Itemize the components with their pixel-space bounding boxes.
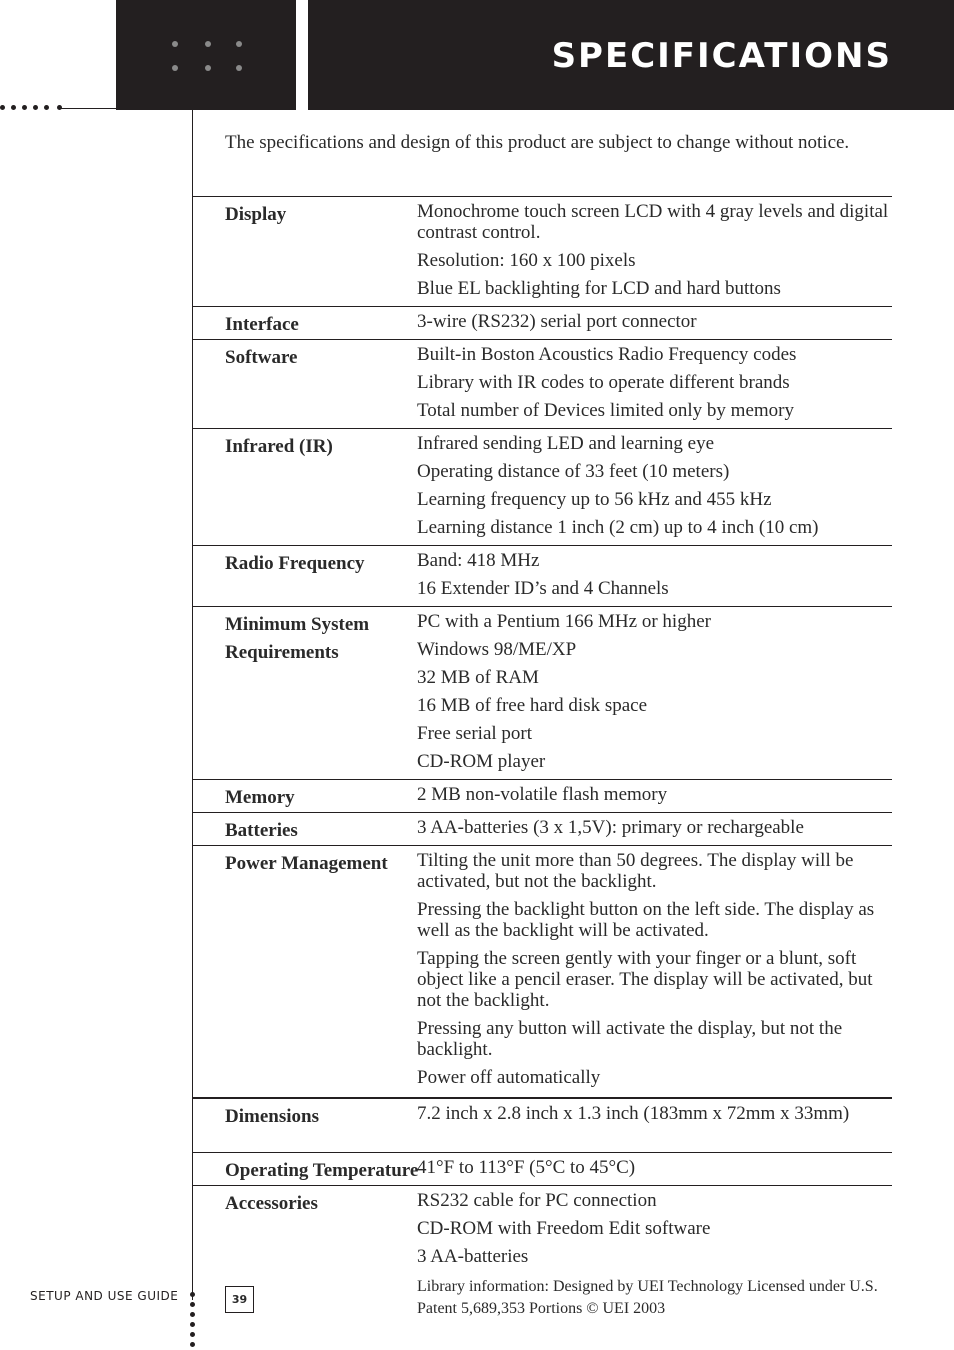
- spec-value: 3 AA-batteries: [417, 1246, 529, 1267]
- spec-value: Resolution: 160 x 100 pixels: [417, 250, 636, 271]
- spec-value: PC with a Pentium 166 MHz or higher: [417, 611, 711, 632]
- spec-values: [417, 1190, 895, 1274]
- spec-row: [193, 606, 892, 772]
- spec-value: Power off automatically: [417, 1067, 601, 1088]
- spec-label: [225, 817, 298, 845]
- spec-values: [417, 344, 895, 428]
- spec-label: [225, 433, 333, 461]
- spec-value: Learning frequency up to 56 kHz and 455 kHz: [417, 489, 772, 510]
- spec-label-line: Power Management: [225, 853, 388, 874]
- spec-label: [225, 201, 286, 229]
- spec-value: 3-wire (RS232) serial port connector: [417, 311, 697, 332]
- spec-values: [417, 850, 895, 1095]
- intro-text: The specifications and design of this product are subject to change without notice.: [225, 132, 850, 153]
- spec-label-line: Infrared (IR): [225, 436, 333, 457]
- spec-label-line: Minimum System: [225, 614, 370, 635]
- spec-value: Band: 418 MHz: [417, 550, 540, 571]
- spec-values: [417, 1103, 895, 1131]
- spec-row: [193, 428, 892, 538]
- spec-label: [225, 550, 365, 578]
- spec-value: Pressing any button will activate the display, but not the backlight.: [417, 1018, 843, 1060]
- spec-value: Infrared sending LED and learning eye: [417, 433, 715, 454]
- spec-value: 32 MB of RAM: [417, 667, 539, 688]
- spec-label-line: Batteries: [225, 820, 298, 841]
- vertical-rule: [192, 110, 193, 1300]
- spec-row: [193, 779, 892, 808]
- spec-label-line: Radio Frequency: [225, 553, 365, 574]
- guide-label: SETUP AND USE GUIDE: [30, 1289, 179, 1303]
- spec-values: [417, 433, 895, 545]
- library-note: Library information: Designed by UEI Technology Licensed under U.S. Patent 5,689,353 Portions © UEI 2003: [417, 1278, 878, 1317]
- spec-values: [417, 311, 895, 339]
- spec-value: Monochrome touch screen LCD with 4 gray levels and digital contrast control.: [417, 201, 889, 243]
- spec-label-line: Dimensions: [225, 1106, 319, 1127]
- spec-label: [225, 1103, 319, 1131]
- spec-values: [417, 1157, 895, 1185]
- spec-values: [417, 201, 895, 306]
- spec-label-line: Requirements: [225, 642, 339, 663]
- spec-value: 16 MB of free hard disk space: [417, 695, 648, 716]
- spec-value: Operating distance of 33 feet (10 meters): [417, 461, 730, 482]
- header-rule: [60, 108, 116, 109]
- spec-value: Library with IR codes to operate different brands: [417, 372, 790, 393]
- spec-label-line: Memory: [225, 787, 295, 808]
- spec-value: Pressing the backlight button on the left side. The display as well as the backlight will be activated.: [417, 899, 875, 941]
- spec-value: 3 AA-batteries (3 x 1,5V): primary or rechargeable: [417, 817, 804, 838]
- spec-row: [193, 1152, 892, 1181]
- spec-row: [193, 1185, 892, 1267]
- header-dot-grid: [172, 41, 248, 73]
- spec-label: [225, 611, 369, 667]
- spec-value: Tilting the unit more than 50 degrees. The display will be activated, but not the backlight.: [417, 850, 854, 892]
- spec-label-line: Software: [225, 347, 298, 368]
- spec-label: [225, 344, 297, 372]
- spec-value: Tapping the screen gently with your finger or a blunt, soft object like a pencil eraser. The display will be activated, but not the backlight.: [417, 948, 873, 1011]
- spec-label: [225, 850, 388, 878]
- spec-value: Windows 98/ME/XP: [417, 639, 577, 660]
- spec-value: Built-in Boston Acoustics Radio Frequency codes: [417, 344, 797, 365]
- spec-values: [417, 817, 895, 845]
- spec-value: Learning distance 1 inch (2 cm) up to 4 inch (10 cm): [417, 517, 819, 538]
- spec-value: 2 MB non-volatile flash memory: [417, 784, 668, 805]
- spec-row: [193, 812, 892, 841]
- spec-label: [225, 784, 295, 812]
- spec-label-line: Accessories: [225, 1193, 318, 1214]
- spec-label-line: Operating Temperature: [225, 1160, 419, 1181]
- spec-row: [193, 196, 892, 299]
- spec-label: [225, 311, 299, 339]
- spec-row: [193, 845, 892, 1088]
- spec-row: [193, 1097, 892, 1127]
- spec-value: Blue EL backlighting for LCD and hard buttons: [417, 278, 781, 299]
- spec-value: 16 Extender ID’s and 4 Channels: [417, 578, 669, 599]
- page-title: SPECIFICATIONS: [551, 36, 892, 76]
- spec-value: Total number of Devices limited only by memory: [417, 400, 795, 421]
- spec-values: [417, 611, 895, 779]
- spec-value: 41°F to 113°F (5°C to 45°C): [417, 1157, 636, 1178]
- spec-value: 7.2 inch x 2.8 inch x 1.3 inch (183mm x 72mm x 33mm): [417, 1103, 850, 1124]
- spec-row: [193, 545, 892, 599]
- spec-label: [225, 1190, 318, 1218]
- spec-values: [417, 784, 895, 812]
- spec-values: [417, 550, 895, 606]
- spec-value: RS232 cable for PC connection: [417, 1190, 657, 1211]
- page-number: 39: [225, 1286, 254, 1313]
- spec-label-line: Display: [225, 204, 287, 225]
- spec-row: [193, 306, 892, 335]
- spec-row: [193, 339, 892, 421]
- spec-value: CD-ROM player: [417, 751, 546, 772]
- spec-label-line: Interface: [225, 314, 299, 335]
- spec-label: [225, 1157, 418, 1185]
- spec-value: CD-ROM with Freedom Edit software: [417, 1218, 711, 1239]
- spec-value: Free serial port: [417, 723, 533, 744]
